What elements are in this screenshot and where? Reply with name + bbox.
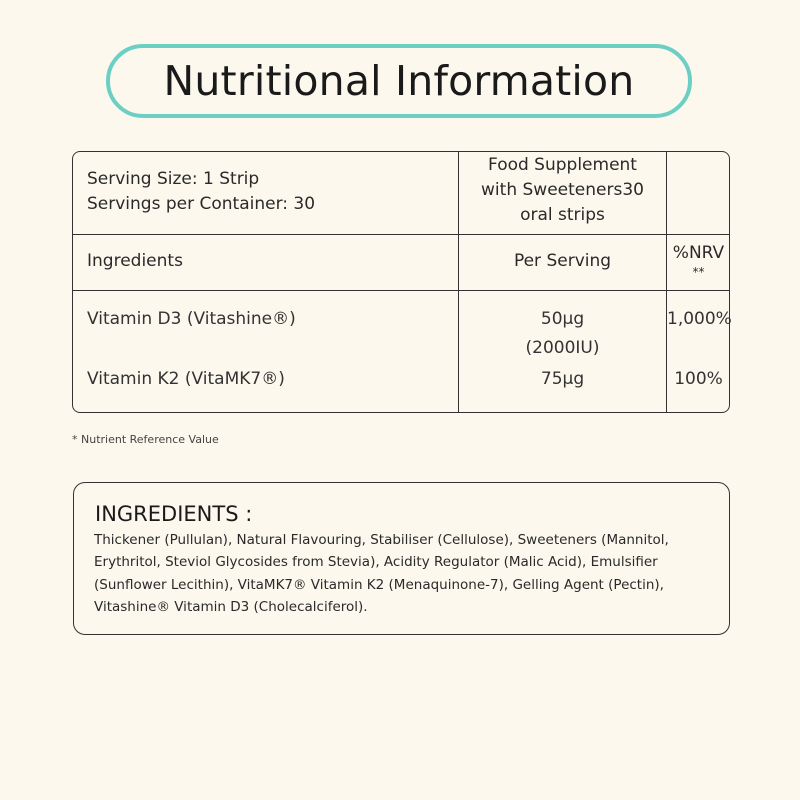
page-title-text: Nutritional Information xyxy=(163,57,635,105)
product-desc-line2: with Sweeteners30 xyxy=(481,180,644,200)
table-divider-row1 xyxy=(73,234,729,235)
row-vitamin-k2-amount: 75µg xyxy=(540,369,585,389)
row-vitamin-d3-amount xyxy=(459,307,666,361)
product-description xyxy=(459,153,666,228)
header-nrv xyxy=(667,241,730,278)
row-vitamin-d3-amount-value: 50µg xyxy=(540,309,585,329)
ingredients-box xyxy=(73,482,730,635)
ingredients-heading: INGREDIENTS : xyxy=(95,502,253,526)
serving-size: Serving Size: 1 Strip xyxy=(87,169,260,189)
header-nrv-mark: ** xyxy=(692,265,705,279)
row-vitamin-d3-amount-iu: (2000IU) xyxy=(525,338,600,358)
header-per-serving: Per Serving xyxy=(513,251,612,271)
product-desc-line3: oral strips xyxy=(520,205,605,225)
footnote: * Nutrient Reference Value xyxy=(72,433,219,446)
row-vitamin-d3-nrv: 1,000% xyxy=(667,309,732,329)
page-title xyxy=(106,44,692,118)
row-vitamin-k2-nrv: 100% xyxy=(674,369,723,389)
row-vitamin-k2-name: Vitamin K2 (VitaMK7®) xyxy=(87,369,285,389)
row-vitamin-d3-name: Vitamin D3 (Vitashine®) xyxy=(87,309,296,329)
servings-per-container: Servings per Container: 30 xyxy=(87,194,316,214)
header-nrv-label: %NRV xyxy=(672,243,725,263)
serving-info xyxy=(87,167,315,217)
header-ingredients: Ingredients xyxy=(87,251,183,271)
ingredients-text: Thickener (Pullulan), Natural Flavouring, Stabiliser (Cellulose), Sweeteners (Mannitol, Erythritol, Steviol Glycosides from Stevia), Acidity Regulator (Malic Acid), Emulsifier (Sunflower Lecithin), VitaMK7® Vitamin K2 (Menaquinone-7), Gelling Agent (Pectin), Vitashine® Vitamin D3 (Cholecalciferol). xyxy=(94,532,669,615)
product-desc-line1: Food Supplement xyxy=(488,155,637,175)
table-divider-row2 xyxy=(73,290,729,291)
nutrition-table xyxy=(72,151,730,413)
